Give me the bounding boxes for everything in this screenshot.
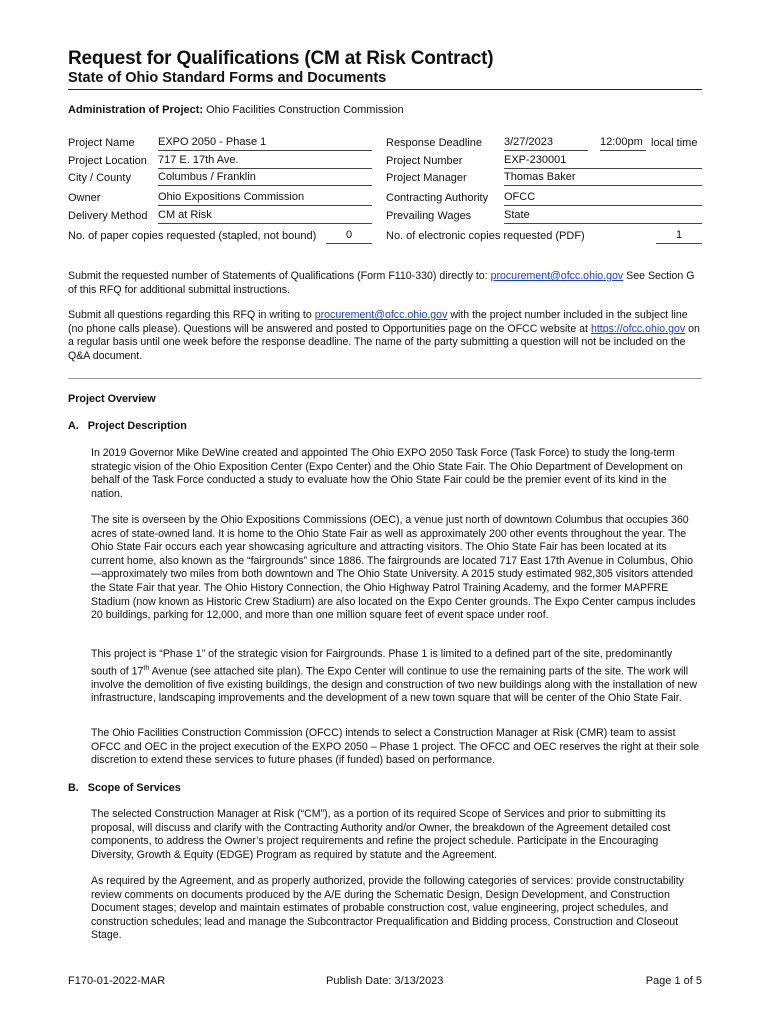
submission-paragraph bbox=[68, 270, 702, 297]
admin-label: Administration of Project: bbox=[68, 104, 204, 116]
phase-text: This project is “Phase 1” of the strategic vision for Fairgrounds. Phase 1 is limited to a defined part of the site, predominantly south of 17 bbox=[91, 648, 673, 678]
prevailing-wages-label: Prevailing Wages bbox=[386, 210, 472, 222]
owner-field: Ohio Expositions Commission bbox=[158, 191, 372, 206]
project-location-label: Project Location bbox=[68, 155, 147, 167]
scope-paragraph-2: As required by the Agreement, and as properly authorized, provide the following categories of services: provide constructability review comments on documents produced by the A/E during the Schematic Design, Design Development, and Construction Document stages; develop and maintain estimates of probable construction cost, value engineering, project schedules, and construction schedules; lead and manage the Subcontractor Prequalification and Bidding process, Construction and Closeout Stage. bbox=[91, 875, 684, 942]
section-divider bbox=[68, 378, 702, 379]
ofcc-website-link[interactable]: https://ofcc.ohio.gov bbox=[590, 322, 686, 335]
project-number-field: EXP-230001 bbox=[504, 154, 702, 169]
page-number: Page 1 of 5 bbox=[645, 975, 702, 987]
response-time-field: 12:00pm bbox=[600, 136, 646, 151]
description-paragraph-4: The Ohio Facilities Construction Commission (OFCC) intends to select a Construction Manager at Risk (CMR) team to assist OFCC and OEC in the project execution of the EXPO 2050 – Phase 1 project. The OFCC and OEC reserves the right at their sole discretion to extend these services to future phases (if funded) based on performance. bbox=[91, 727, 700, 767]
form-id: F170-01-2022-MAR bbox=[68, 975, 166, 987]
description-paragraph-1: In 2019 Governor Mike DeWine created and appointed The Ohio EXPO 2050 Task Force (Task Force) to study the long-term strategic vision of the Ohio Exposition Center (Expo Center) and the Ohio State Fair. The Ohio Department of Development on behalf of the Task Force conducted a study to evaluate how the Ohio State Fair could be the premier event of its kind in the nation. bbox=[91, 447, 683, 500]
scope-of-services-heading: B. Scope of Services bbox=[68, 782, 181, 794]
admin-value: Ohio Facilities Construction Commission bbox=[206, 104, 404, 116]
delivery-method-label: Delivery Method bbox=[68, 210, 148, 222]
prevailing-wages-field: State bbox=[504, 209, 702, 224]
scope-paragraph-1: The selected Construction Manager at Risk (“CM”), as a portion of its required Scope of Services and prior to submitting its proposal, will discuss and clarify with the Contracting Authority and/or Owner, the breakdown of the Agreement detailed cost components, to address the Owner’s project requirements and refine the project schedule. Participate in the Encouraging Diversity, Growth & Equity (EDGE) Program as required by statute and the Agreement. bbox=[91, 808, 671, 861]
submission-text: Submit the requested number of Statements of Qualifications (Form F110-330) directly to: bbox=[68, 270, 491, 282]
contracting-authority-label: Contracting Authority bbox=[386, 192, 489, 204]
administration-line bbox=[68, 104, 404, 116]
project-name-field: EXPO 2050 - Phase 1 bbox=[158, 136, 372, 151]
publish-date: Publish Date: 3/13/2023 bbox=[326, 975, 444, 987]
response-deadline-label: Response Deadline bbox=[386, 137, 483, 149]
response-deadline-field: 3/27/2023 bbox=[504, 136, 588, 151]
document-title: Request for Qualifications (CM at Risk Contract) bbox=[68, 48, 494, 69]
overview-heading: Project Overview bbox=[68, 393, 156, 405]
owner-label: Owner bbox=[68, 192, 101, 204]
submission-text-end: See Section G of this RFQ for additional submittal instructions. bbox=[68, 270, 695, 296]
title-divider bbox=[68, 89, 702, 90]
electronic-copies-field: 1 bbox=[656, 229, 702, 244]
questions-text-end: on a regular basis until one week before the response deadline. The name of the party submitting a question will not be included on the Q&A document. bbox=[68, 322, 700, 362]
description-paragraph-2: The site is overseen by the Ohio Expositions Commissions (OEC), a venue just north of downtown Columbus that occupies 360 acres of state-owned land. It is home to the Ohio State Fair as well as approximately 200 other events throughout the year. The Ohio State Fair occurs each year showcasing agriculture and attracting visitors. The Ohio State Fair has been located at its current home, also known as the “fairgrounds” since 1886. The fairgrounds are located 717 East 17th Avenue in Columbus, Ohio—approximately two miles from both downtown and The Ohio State University. A 2015 study estimated 982,305 visitors attended the State Fair that year. The Ohio History Connection, the Ohio Highway Patrol Training Academy, and the former MAPFRE Stadium (now known as Historic Crew Stadium) are also located on the Expo Center grounds. The Expo Center campus includes 20 buildings, parking for 12,000, and more than one million square feet of event space under roof. bbox=[91, 514, 696, 622]
procurement-email-link[interactable]: procurement@ofcc.ohio.gov bbox=[490, 270, 624, 282]
project-description-heading: A. Project Description bbox=[68, 420, 187, 432]
document-subtitle: State of Ohio Standard Forms and Documents bbox=[68, 70, 387, 86]
paper-copies-label: No. of paper copies requested (stapled, not bound) bbox=[68, 230, 317, 242]
questions-text-mid: with the project number included in the subject line (no phone calls please). Questions will be answered and posted to Opportunities page on the OFCC website at bbox=[68, 309, 688, 335]
description-paragraph-3 bbox=[91, 648, 701, 706]
paper-copies-field: 0 bbox=[326, 229, 372, 244]
delivery-method-field: CM at Risk bbox=[158, 209, 372, 224]
project-number-label: Project Number bbox=[386, 155, 463, 167]
local-time-label: local time bbox=[651, 137, 698, 149]
questions-email-link[interactable]: procurement@ofcc.ohio.gov bbox=[314, 309, 448, 321]
electronic-copies-label: No. of electronic copies requested (PDF) bbox=[386, 230, 585, 242]
project-name-label: Project Name bbox=[68, 137, 135, 149]
project-manager-label: Project Manager bbox=[386, 172, 467, 184]
phase-text-end: Avenue (see attached site plan). The Expo Center will continue to use the remaining parts of the site. The work will involve the demolition of five existing buildings, the design and construction of two new buildings along with the installation of new infrastructure, landscaping improvements and the development of a new town square that will be center of the Ohio State Fair. bbox=[91, 665, 697, 705]
questions-text: Submit all questions regarding this RFQ in writing to bbox=[68, 309, 315, 321]
city-county-label: City / County bbox=[68, 172, 131, 184]
city-county-field: Columbus / Franklin bbox=[158, 171, 372, 186]
contracting-authority-field: OFCC bbox=[504, 191, 702, 206]
questions-paragraph bbox=[68, 309, 702, 363]
project-manager-field: Thomas Baker bbox=[504, 171, 702, 186]
superscript-th: th bbox=[143, 664, 150, 672]
project-location-field: 717 E. 17th Ave. bbox=[158, 154, 372, 169]
